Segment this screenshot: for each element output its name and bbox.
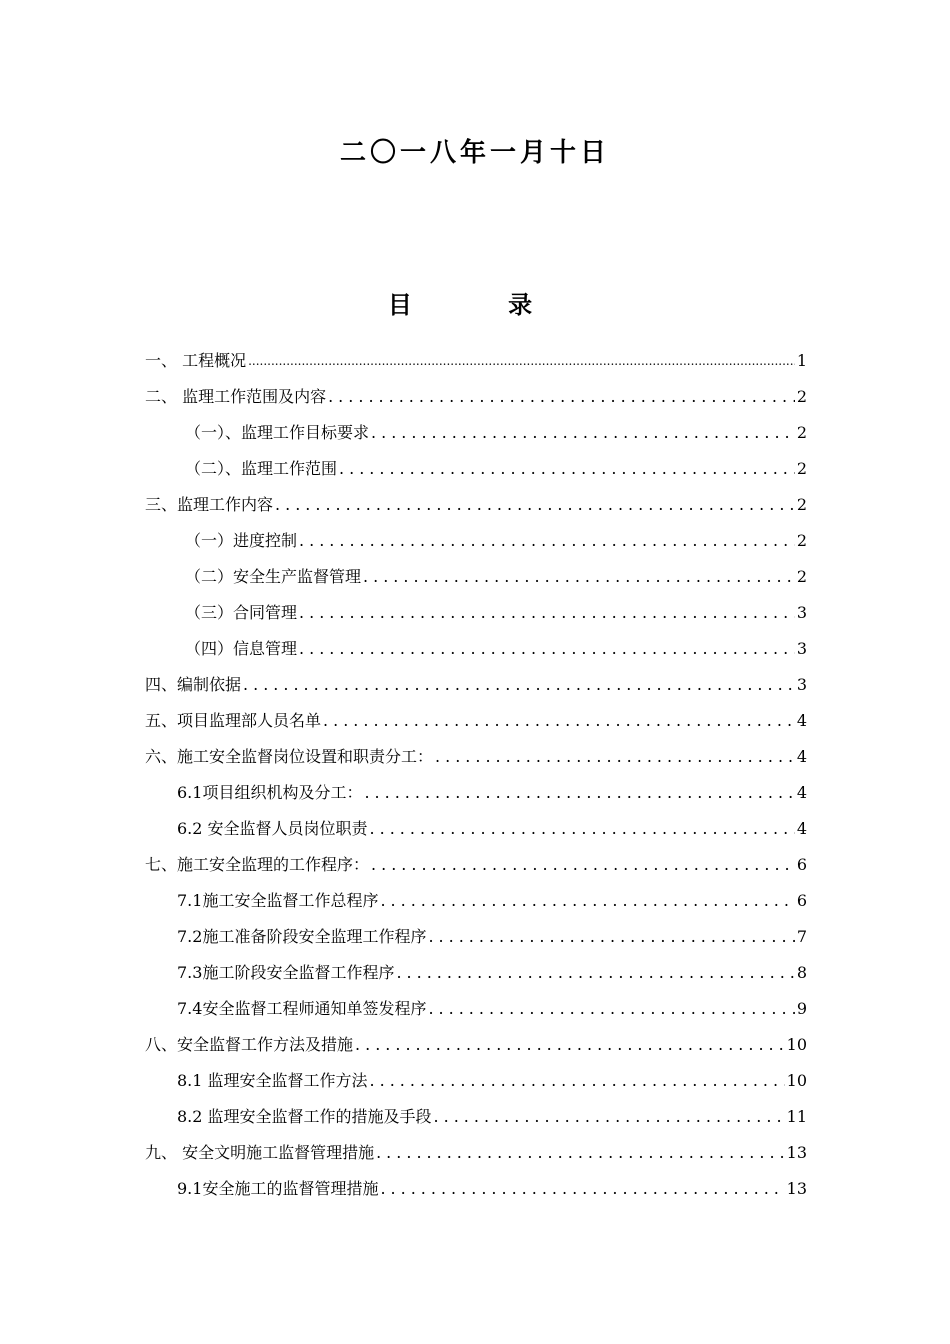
toc-entry-title: 8.2 监理安全监督工作的措施及手段 (177, 1107, 432, 1126)
toc-entry-page: 2 (796, 423, 807, 442)
toc-entry[interactable] (145, 371, 807, 407)
toc-entry[interactable] (145, 947, 807, 983)
toc-entry[interactable] (145, 695, 807, 731)
toc-leader-dots (363, 567, 795, 587)
toc-leader-dots (355, 1035, 785, 1055)
toc-entry[interactable] (145, 1091, 807, 1127)
toc-entry-title: 一、 工程概况 (145, 351, 247, 370)
toc-entry-title: （二）安全生产监督管理 (185, 567, 362, 586)
toc-leader-dots (435, 747, 795, 767)
toc-entry-page: 3 (796, 675, 807, 694)
toc-entry[interactable] (145, 839, 807, 875)
toc-leader-dots (380, 891, 794, 911)
toc-entry-page: 2 (796, 567, 807, 586)
toc-entry-title: （一）、监理工作目标要求 (185, 423, 370, 442)
toc-entry-title: 二、 监理工作范围及内容 (145, 387, 327, 406)
toc-entry-page: 10 (786, 1035, 807, 1054)
toc-entry-page: 10 (786, 1071, 807, 1090)
toc-entry-page: 6 (796, 891, 807, 910)
toc-entry-page: 3 (796, 603, 807, 622)
toc-entry-page: 4 (796, 747, 807, 766)
toc-leader-dots (428, 927, 794, 947)
toc-entry-title: 7.2施工准备阶段安全监理工作程序 (177, 927, 427, 946)
toc-entry-page: 11 (786, 1107, 807, 1126)
toc-entry[interactable] (145, 335, 807, 371)
toc-entry-title: 7.4安全监督工程师通知单签发程序 (177, 999, 427, 1018)
toc-entry-page: 1 (796, 351, 807, 370)
toc-entry-title: 7.3施工阶段安全监督工作程序 (177, 963, 395, 982)
toc-entry-page: 2 (796, 531, 807, 550)
document-date: 二〇一八年一月十日 (339, 138, 610, 168)
toc-entry-page: 13 (786, 1179, 807, 1198)
toc-entry-title: 八、安全监督工作方法及措施 (145, 1035, 354, 1054)
toc-entry-title: 四、编制依据 (145, 675, 242, 694)
toc-leader-dots (299, 639, 795, 659)
toc-leader-dots (371, 423, 795, 443)
toc-entry[interactable] (145, 875, 807, 911)
toc-leader-dots (275, 495, 795, 515)
toc-entry-page: 2 (796, 459, 807, 478)
toc-entry-page: 2 (796, 495, 807, 514)
toc-leader-dots (370, 819, 795, 839)
toc-leader-dots (428, 999, 794, 1019)
toc-leader-dots (328, 387, 795, 407)
toc-leader-dots (376, 1143, 785, 1163)
toc-entry-page: 4 (796, 819, 807, 838)
toc-entry[interactable] (145, 587, 807, 623)
toc-leader-dots (339, 459, 795, 479)
toc-entry-title: 6.1项目组织机构及分工： (177, 783, 363, 802)
toc-leader-dots (370, 1071, 785, 1091)
toc-entry-title: 九、 安全文明施工监督管理措施 (145, 1143, 375, 1162)
toc-entry-title: （一）进度控制 (185, 531, 298, 550)
toc-entry[interactable] (145, 443, 807, 479)
toc-entry-page: 4 (796, 783, 807, 802)
toc-leader-dots (323, 711, 795, 731)
toc-entry[interactable] (145, 659, 807, 695)
toc-entry[interactable] (145, 407, 807, 443)
toc-entry-page: 8 (796, 963, 807, 982)
table-of-contents (145, 335, 807, 1199)
toc-heading: 目 录 (387, 290, 563, 319)
toc-leader-dots (248, 351, 795, 371)
toc-entry[interactable] (145, 1019, 807, 1055)
toc-entry[interactable] (145, 911, 807, 947)
toc-entry-page: 9 (796, 999, 807, 1018)
toc-entry[interactable] (145, 551, 807, 587)
toc-entry[interactable] (145, 803, 807, 839)
toc-entry-title: 七、施工安全监理的工作程序： (145, 855, 370, 874)
toc-entry-page: 13 (786, 1143, 807, 1162)
toc-leader-dots (364, 783, 794, 803)
toc-entry[interactable] (145, 479, 807, 515)
toc-leader-dots (299, 531, 795, 551)
toc-entry-title: 8.1 监理安全监督工作方法 (177, 1071, 368, 1090)
toc-entry-title: 6.2 安全监督人员岗位职责 (177, 819, 368, 838)
toc-entry[interactable] (145, 1055, 807, 1091)
toc-leader-dots (396, 963, 794, 983)
toc-entry-page: 4 (796, 711, 807, 730)
toc-leader-dots (380, 1179, 784, 1199)
toc-entry-title: 三、监理工作内容 (145, 495, 274, 514)
toc-leader-dots (299, 603, 795, 623)
toc-entry[interactable] (145, 731, 807, 767)
toc-entry[interactable] (145, 515, 807, 551)
toc-leader-dots (371, 855, 795, 875)
toc-entry-title: 五、项目监理部人员名单 (145, 711, 322, 730)
toc-entry-page: 6 (796, 855, 807, 874)
toc-entry-title: 9.1安全施工的监督管理措施 (177, 1179, 379, 1198)
toc-entry-title: （二）、监理工作范围 (185, 459, 338, 478)
toc-entry-title: 六、施工安全监督岗位设置和职责分工： (145, 747, 434, 766)
toc-entry[interactable] (145, 1127, 807, 1163)
toc-entry-page: 7 (796, 927, 807, 946)
toc-entry[interactable] (145, 623, 807, 659)
toc-entry-title: （三）合同管理 (185, 603, 298, 622)
toc-entry[interactable] (145, 767, 807, 803)
toc-entry[interactable] (145, 1163, 807, 1199)
toc-entry-page: 3 (796, 639, 807, 658)
toc-entry-page: 2 (796, 387, 807, 406)
toc-leader-dots (243, 675, 795, 695)
toc-leader-dots (434, 1107, 785, 1127)
toc-entry[interactable] (145, 983, 807, 1019)
toc-entry-title: 7.1施工安全监督工作总程序 (177, 891, 379, 910)
toc-entry-title: （四）信息管理 (185, 639, 298, 658)
